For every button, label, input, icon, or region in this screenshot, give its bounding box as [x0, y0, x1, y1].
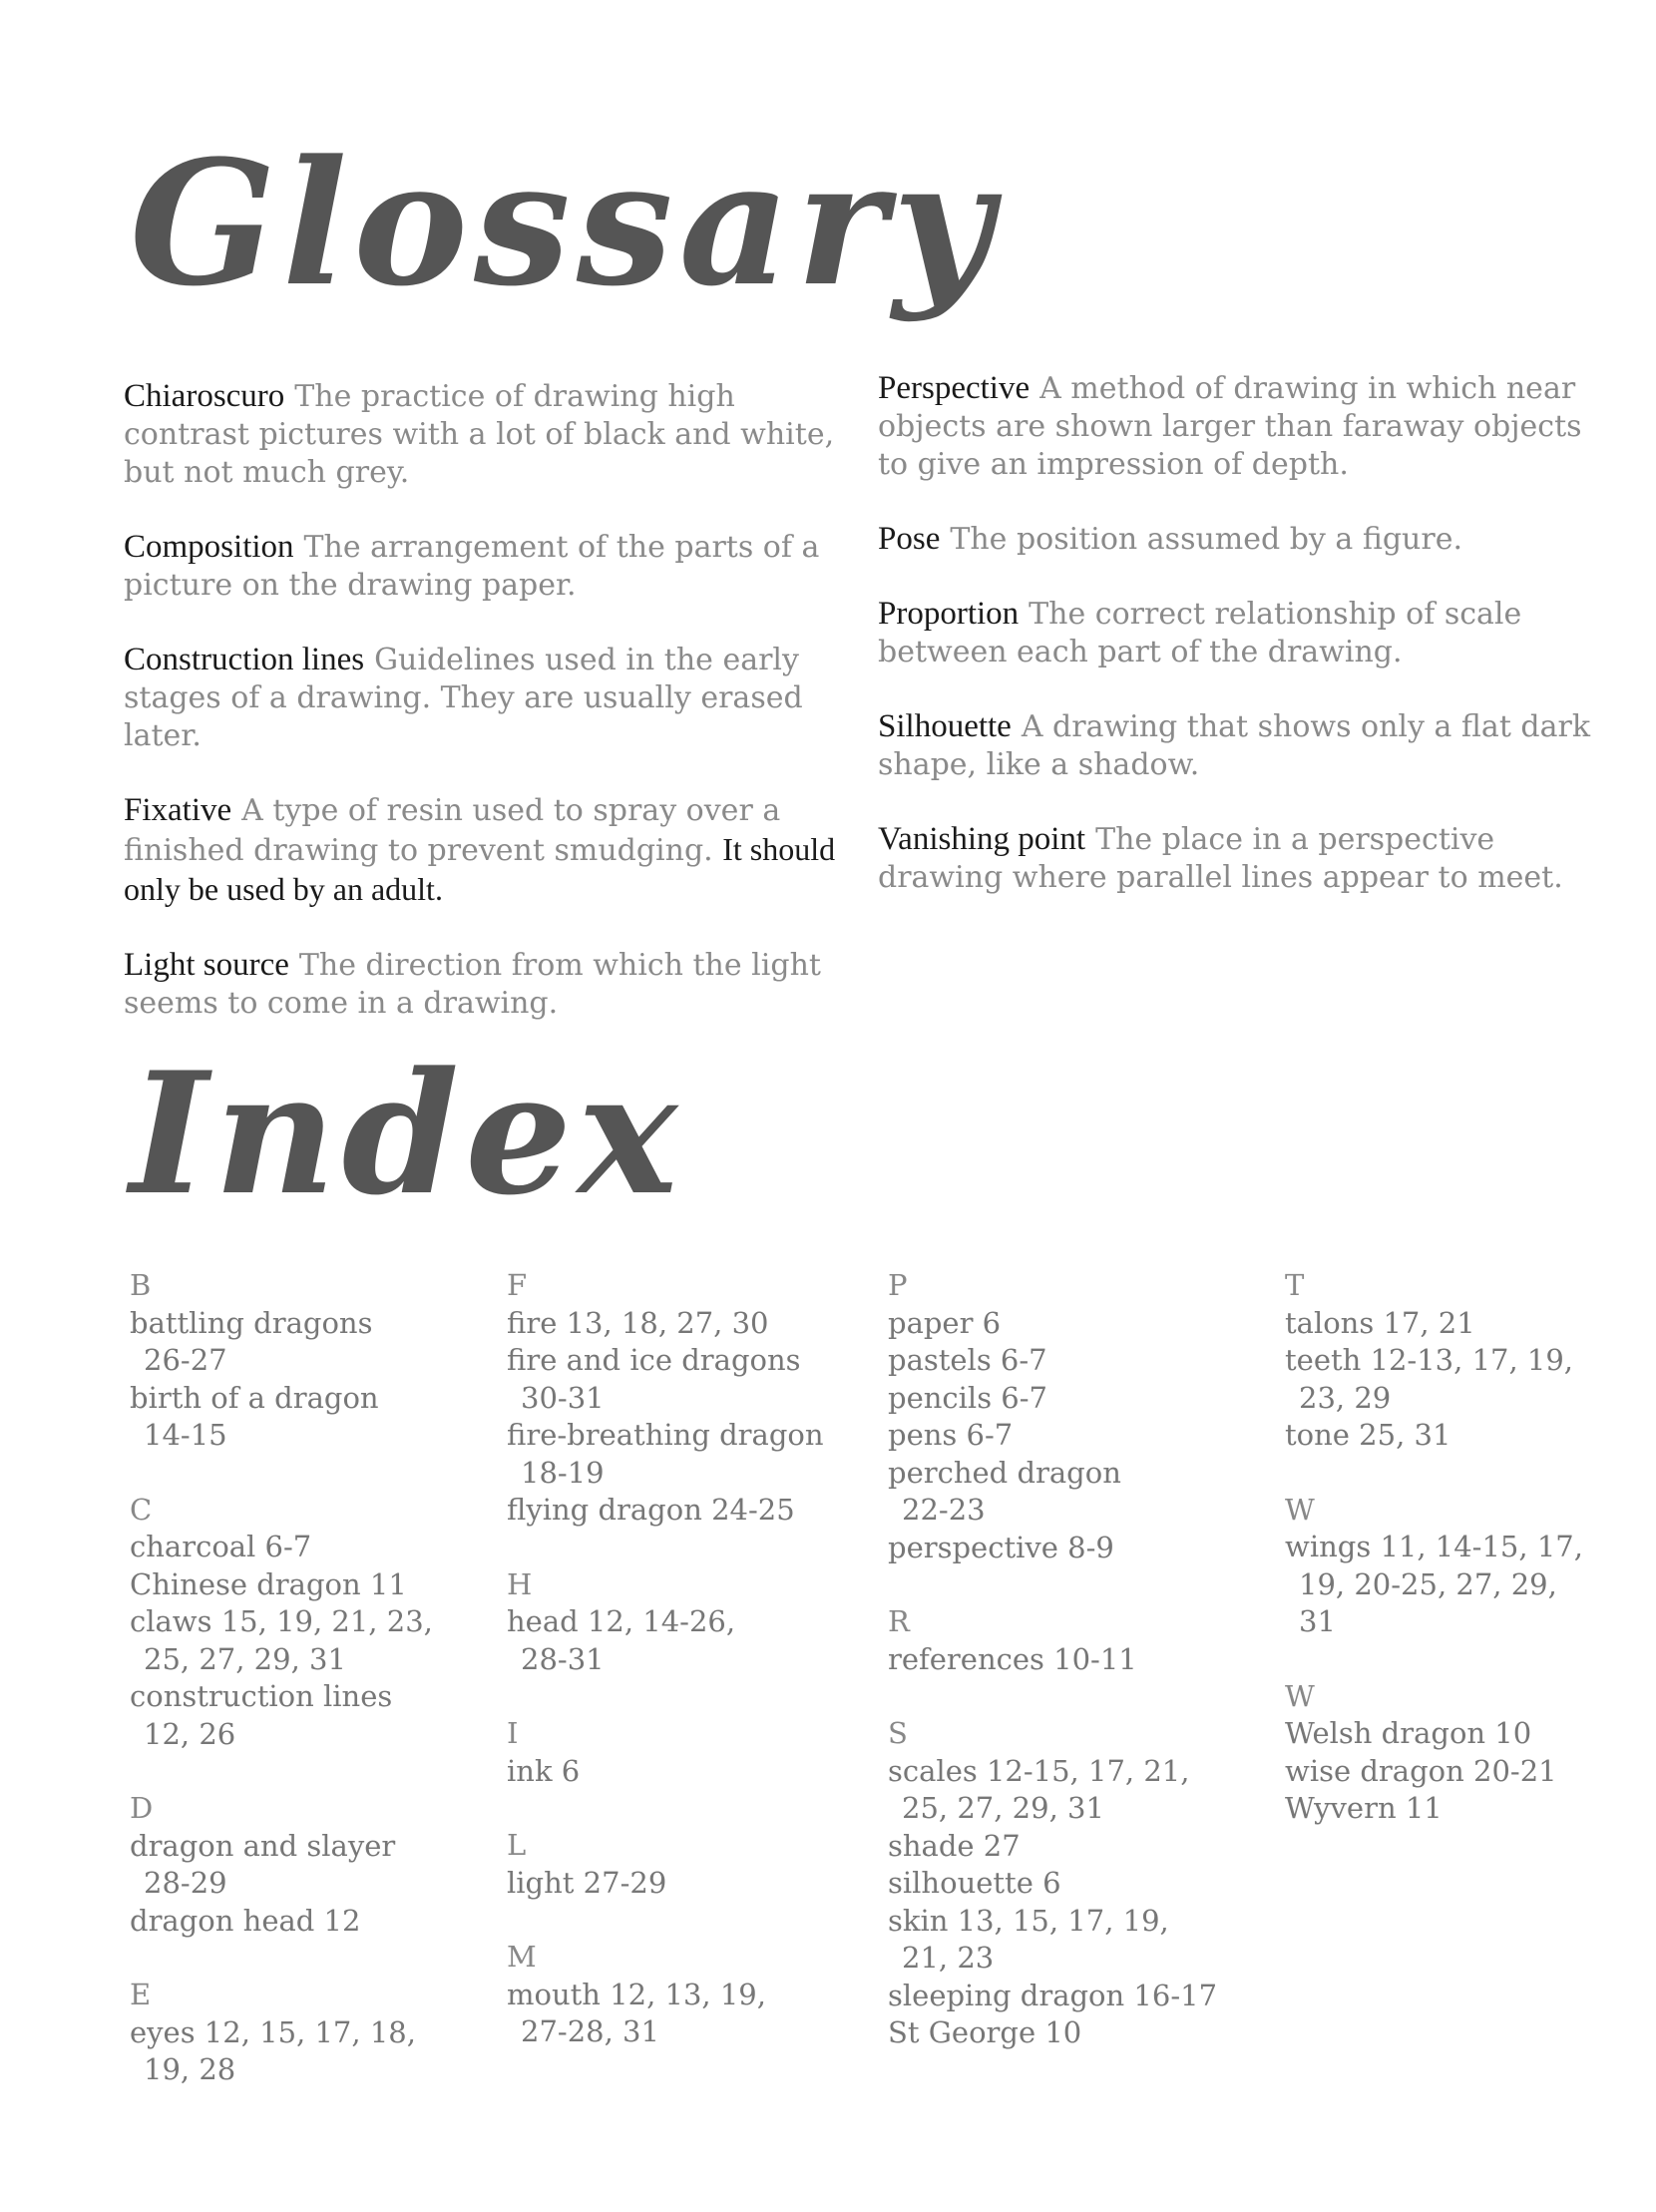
- index-entry-continuation: 14-15: [144, 1418, 227, 1452]
- index-entry: references 10-11: [888, 1641, 1137, 1676]
- index-group: [1285, 1492, 1644, 1641]
- glossary-term: Composition: [124, 529, 294, 565]
- index-entry-continuation: 12, 26: [144, 1716, 236, 1751]
- index-group: [888, 1715, 1277, 2052]
- index-entry-continuation: 19, 20-25, 27, 29,: [1299, 1566, 1557, 1601]
- index-letter: S: [888, 1716, 908, 1750]
- index-entry-continuation: 22-23: [902, 1493, 986, 1527]
- index-entry: shade 27: [888, 1828, 1021, 1863]
- index-group: [888, 1267, 1277, 1566]
- index-group: [507, 1939, 866, 2051]
- index-letter: F: [507, 1268, 528, 1302]
- index-entry: dragon and slayer: [130, 1828, 396, 1863]
- glossary-entry: [124, 791, 842, 910]
- glossary-term: Perspective: [878, 370, 1031, 406]
- index-letter: H: [507, 1566, 533, 1601]
- index-entry: battling dragons: [130, 1305, 373, 1340]
- glossary-definition: The correct relationship of scale between each part of the drawing.: [878, 597, 1522, 669]
- index-entry: ink 6: [507, 1753, 581, 1788]
- index-entry: teeth 12-13, 17, 19,: [1285, 1343, 1574, 1377]
- glossary-definition: The direction from which the light seems to come in a drawing.: [124, 948, 821, 1021]
- index-entry: St George 10: [888, 2015, 1082, 2049]
- index-entry: Chinese dragon 11: [130, 1566, 407, 1601]
- index-entry: pens 6-7: [888, 1418, 1014, 1452]
- glossary-definition: Guidelines used in the early stages of a drawing. They are usually erased later.: [124, 643, 803, 753]
- index-entry: perspective 8-9: [888, 1530, 1114, 1564]
- index-entry: construction lines: [130, 1679, 393, 1713]
- index-entry: head 12, 14-26,: [507, 1604, 736, 1638]
- index-entry: silhouette 6: [888, 1866, 1061, 1900]
- glossary-term: Vanishing point: [878, 821, 1086, 857]
- glossary-definition: The position assumed by a figure.: [950, 522, 1463, 557]
- index-entry-continuation: 23, 29: [1299, 1380, 1392, 1415]
- glossary-definition: The place in a perspective drawing where parallel lines appear to meet.: [878, 822, 1563, 895]
- index-entry-continuation: 18-19: [521, 1455, 605, 1490]
- index-column-4: [1285, 1267, 1644, 1865]
- index-group: [130, 1267, 489, 1455]
- glossary-entry: [124, 528, 842, 605]
- index-entry-continuation: 25, 27, 29, 31: [144, 1641, 346, 1676]
- index-entry: scales 12-15, 17, 21,: [888, 1753, 1190, 1788]
- glossary-definition: The practice of drawing high contrast pictures with a lot of black and white, but not much grey.: [124, 379, 835, 490]
- index-letter: T: [1285, 1268, 1305, 1302]
- index-entry-continuation: 28-31: [521, 1641, 605, 1676]
- glossary-column-right: [878, 369, 1616, 933]
- index-entry-continuation: 26-27: [144, 1343, 227, 1377]
- glossary-entry: [878, 369, 1616, 484]
- index-entry: claws 15, 19, 21, 23,: [130, 1604, 433, 1638]
- index-entry: flying dragon 24-25: [507, 1493, 795, 1527]
- index-group: [130, 1492, 489, 1754]
- index-entry-continuation: 30-31: [521, 1380, 605, 1415]
- index-entry: mouth 12, 13, 19,: [507, 1977, 766, 2011]
- glossary-term: Pose: [878, 521, 941, 557]
- index-letter: W: [1285, 1492, 1315, 1527]
- index-entry: dragon head 12: [130, 1903, 361, 1938]
- index-column-3: [888, 1267, 1277, 2089]
- glossary-entry: [124, 377, 842, 492]
- index-group: [1285, 1678, 1644, 1828]
- index-column-2: [507, 1267, 866, 2088]
- index-entry: eyes 12, 15, 17, 18,: [130, 2014, 416, 2049]
- index-entry: pastels 6-7: [888, 1343, 1047, 1377]
- index-letter: I: [507, 1716, 519, 1750]
- index-entry: wings 11, 14-15, 17,: [1285, 1530, 1583, 1563]
- index-entry: sleeping dragon 16-17: [888, 1978, 1218, 2012]
- index-entry: tone 25, 31: [1285, 1418, 1451, 1452]
- index-entry: Welsh dragon 10: [1285, 1716, 1532, 1750]
- index-group: [507, 1827, 866, 1902]
- glossary-definition: The arrangement of the parts of a picture on the drawing paper.: [124, 530, 820, 603]
- index-letter: W: [1285, 1678, 1315, 1713]
- index-title: Index: [130, 1035, 684, 1232]
- glossary-entry: [878, 520, 1616, 559]
- index-entry-continuation: 19, 28: [144, 2052, 236, 2086]
- index-entry: perched dragon: [888, 1455, 1121, 1490]
- index-letter: M: [507, 1940, 537, 1974]
- index-letter: E: [130, 1978, 152, 2011]
- index-entry-continuation: 31: [1299, 1604, 1336, 1638]
- glossary-title: Glossary: [130, 122, 999, 324]
- glossary-column-left: [124, 377, 842, 1059]
- glossary-term: Light source: [124, 947, 289, 983]
- index-entry-continuation: 27-28, 31: [521, 2014, 659, 2048]
- index-entry: Wyvern 11: [1285, 1791, 1443, 1825]
- index-letter: B: [130, 1268, 152, 1302]
- index-letter: D: [130, 1791, 154, 1825]
- glossary-entry: [878, 595, 1616, 671]
- index-entry: birth of a dragon: [130, 1380, 379, 1415]
- index-letter: L: [507, 1828, 527, 1862]
- index-entry: fire 13, 18, 27, 30: [507, 1305, 769, 1340]
- index-group: [507, 1267, 866, 1530]
- index-entry: fire-breathing dragon: [507, 1418, 824, 1452]
- index-entry: talons 17, 21: [1285, 1305, 1475, 1340]
- index-group: [130, 1977, 489, 2089]
- index-group: [1285, 1267, 1644, 1455]
- index-group: [888, 1603, 1277, 1678]
- glossary-term: Construction lines: [124, 642, 365, 677]
- glossary-entry: [124, 946, 842, 1023]
- glossary-definition: A method of drawing in which near objects are shown larger than faraway objects to give an impression of depth.: [878, 371, 1582, 482]
- index-entry: paper 6: [888, 1305, 1002, 1340]
- index-group: [130, 1790, 489, 1940]
- glossary-term: Chiaroscuro: [124, 378, 285, 414]
- index-group: [507, 1715, 866, 1790]
- glossary-definition: A type of resin used to spray over a finished drawing to prevent smudging.: [124, 793, 781, 868]
- glossary-term: Fixative: [124, 792, 232, 828]
- index-entry: wise dragon 20-21: [1285, 1753, 1557, 1788]
- glossary-entry: [124, 641, 842, 755]
- glossary-term: Silhouette: [878, 708, 1012, 744]
- glossary-entry: [878, 820, 1616, 897]
- index-entry: light 27-29: [507, 1865, 667, 1900]
- index-entry: pencils 6-7: [888, 1380, 1047, 1415]
- index-column-1: [130, 1267, 489, 2126]
- index-entry-continuation: 25, 27, 29, 31: [902, 1791, 1104, 1825]
- index-letter: C: [130, 1492, 153, 1527]
- index-letter: P: [888, 1268, 908, 1302]
- index-entry: fire and ice dragons: [507, 1343, 801, 1377]
- index-entry-continuation: 21, 23: [902, 1941, 995, 1975]
- index-entry-continuation: 28-29: [144, 1866, 227, 1900]
- glossary-term: Proportion: [878, 596, 1020, 632]
- glossary-entry: [878, 707, 1616, 784]
- index-letter: R: [888, 1604, 910, 1638]
- index-entry: skin 13, 15, 17, 19,: [888, 1903, 1169, 1938]
- glossary-definition: A drawing that shows only a flat dark shape, like a shadow.: [878, 709, 1591, 782]
- glossary-warning: It should only be used by an adult.: [124, 831, 836, 907]
- index-entry: charcoal 6-7: [130, 1530, 312, 1563]
- index-group: [507, 1566, 866, 1679]
